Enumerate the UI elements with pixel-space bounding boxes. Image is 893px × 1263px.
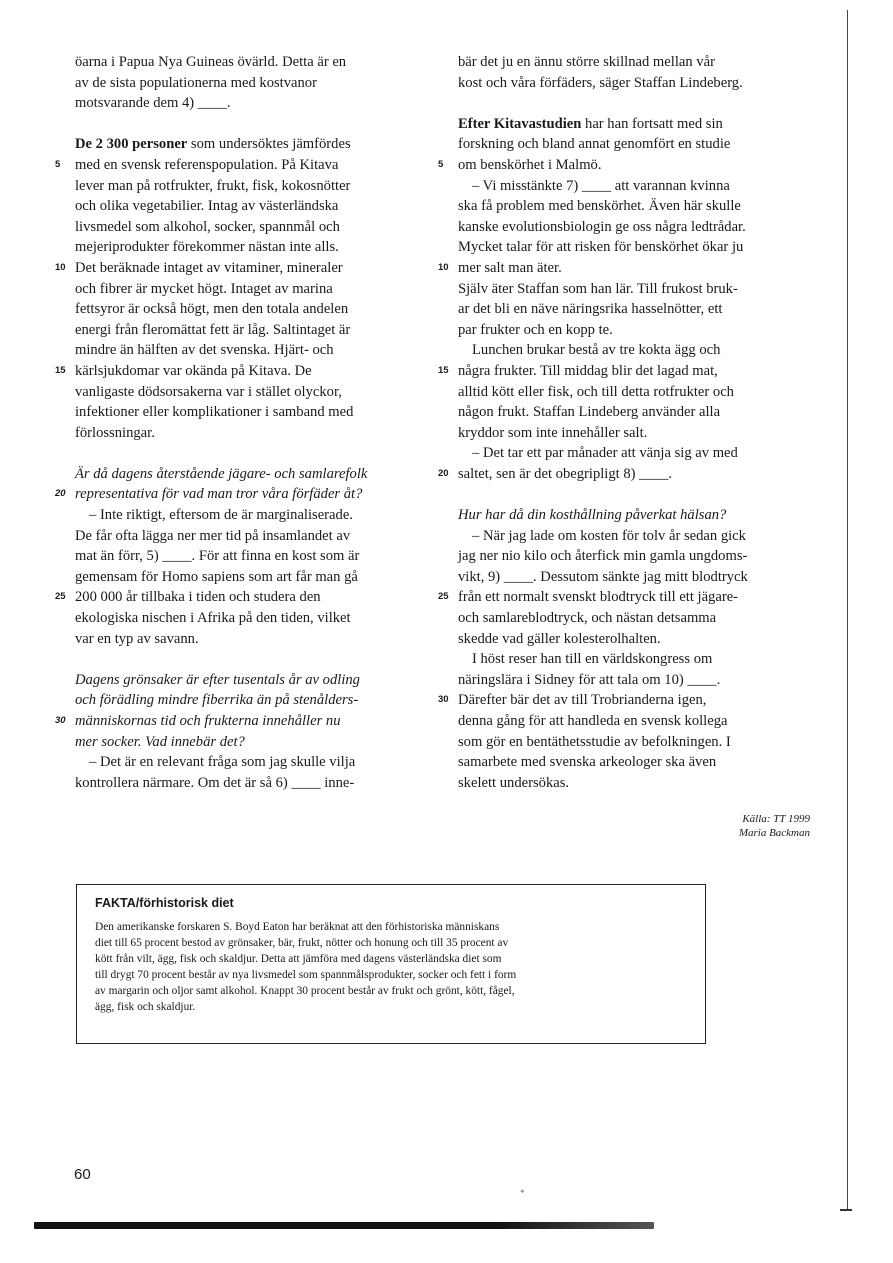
text-line (438, 155, 808, 176)
text-line (438, 464, 808, 485)
line-text: mat än förr, 5) ____. För att finna en kost som är (75, 548, 360, 565)
line-number: 20 (55, 488, 66, 500)
line-text: livsmedel som alkohol, socker, spannmål och (75, 218, 340, 235)
text-line (55, 361, 425, 382)
line-number: 15 (438, 364, 449, 376)
fact-box-body (95, 919, 689, 1015)
text-line (458, 134, 808, 155)
text-line (75, 752, 425, 773)
author-line: Maria Backman (738, 827, 810, 839)
line-text: samarbete med svenska arkeologer ska även (458, 754, 717, 771)
line-text: lever man på rotfrukter, frukt, fisk, kokosnötter (75, 177, 351, 194)
text-line (75, 608, 425, 629)
line-text: kost och våra förfäders, säger Staffan Lindeberg. (458, 74, 743, 91)
fact-line: diet till 65 procent bestod av grönsaker, bär, frukt, nötter och honung och till 35 procent av (95, 937, 509, 949)
text-line (75, 73, 425, 94)
line-number: 5 (55, 158, 61, 170)
line-text: forskning och bland annat genomfört en studie (458, 136, 731, 153)
text-line (458, 629, 808, 650)
text-line (75, 732, 425, 753)
bold-lead: Efter Kitavastudien (458, 115, 582, 132)
line-text: öarna i Papua Nya Guineas övärld. Detta är en (75, 54, 347, 70)
text-line (75, 176, 425, 197)
line-text: – Vi misstänkte 7) ____ att varannan kvinna (472, 177, 730, 194)
line-text: – När jag lade om kosten för tolv år sedan gick (472, 527, 746, 544)
paragraph-gap (458, 484, 808, 505)
text-line (458, 196, 808, 217)
line-text: representativa för vad man tror våra förfäder åt? (75, 486, 363, 503)
text-line (75, 505, 425, 526)
line-text: vikt, 9) ____. Dessutom sänkte jag mitt blodtryck (458, 568, 748, 585)
line-text: vanligaste dödsorsakerna var i stället olyckor, (75, 383, 342, 400)
text-line (458, 752, 808, 773)
text-line (458, 340, 808, 361)
line-text: – Det tar ett par månader att vänja sig av med (472, 445, 738, 462)
line-text: saltet, sen är det obegripligt 8) ____. (458, 465, 672, 482)
paragraph-gap (75, 443, 425, 464)
text-line (438, 361, 808, 382)
text-line (458, 649, 808, 670)
line-text: skelett undersökas. (458, 774, 570, 791)
text-line (55, 484, 425, 505)
text-line (438, 587, 808, 608)
text-line (75, 382, 425, 403)
text-line (438, 258, 808, 279)
line-text: och förädling mindre fiberrika än på stenålders- (75, 692, 359, 709)
text-line (75, 93, 425, 114)
fact-box-title: FAKTA/förhistorisk diet (95, 896, 234, 910)
text-line (75, 690, 425, 711)
line-text: denna gång för att handleda en svensk kollega (458, 713, 728, 729)
text-line (75, 217, 425, 238)
text-line (458, 299, 808, 320)
line-text: Därefter bär det av till Trobrianderna igen, (458, 692, 707, 709)
text-line (458, 402, 808, 423)
line-text: fettsyror är också högt, men den totala andelen (75, 301, 349, 318)
line-text: ekologiska nischen i Afrika på den tiden, vilket (75, 610, 351, 627)
margin-tick (840, 1209, 852, 1211)
text-line (55, 587, 425, 608)
line-text: kanske evolutionsbiologin ge oss några ledtrådar. (458, 218, 746, 235)
text-line (55, 711, 425, 732)
line-text: De får ofta lägga ner mer tid på insamlandet av (75, 527, 351, 544)
text-line (458, 279, 808, 300)
line-number: 10 (55, 261, 66, 273)
text-line (75, 629, 425, 650)
text-line (75, 299, 425, 320)
text-line (458, 114, 808, 135)
line-text: infektioner eller komplikationer i samband med (75, 404, 354, 421)
text-line (458, 732, 808, 753)
line-text: mindre än hälften av det svenska. Hjärt- och (75, 342, 334, 359)
line-text: Det beräknade intaget av vitaminer, mineraler (75, 259, 343, 276)
line-text: I höst reser han till en världskongress om (472, 651, 713, 668)
right-column (438, 52, 808, 793)
line-text: ska få problem med benskörhet. Även här skulle (458, 198, 741, 215)
line-text: av de sista populationerna med kostvanor (75, 74, 317, 91)
line-text: har han fortsatt med sin (581, 115, 723, 132)
line-text: mer socker. Vad innebär det? (75, 733, 245, 750)
paragraph-gap (75, 114, 425, 135)
text-line (75, 320, 425, 341)
text-line (458, 423, 808, 444)
text-line (75, 402, 425, 423)
text-line (458, 237, 808, 258)
text-line (458, 217, 808, 238)
line-text: jag ner nio kilo och återfick min gamla ungdoms- (458, 548, 748, 565)
fact-line: av margarin och oljor samt alkohol. Knappt 30 procent består av frukt och grönt, kött, fågel, (95, 985, 515, 997)
text-line (75, 526, 425, 547)
line-text: Lunchen brukar bestå av tre kokta ägg och (472, 342, 721, 359)
line-text: Är då dagens återstående jägare- och samlarefolk (75, 465, 368, 482)
text-line (55, 258, 425, 279)
source-line: Källa: TT 1999 (742, 813, 810, 825)
line-text: några frukter. Till middag blir det lagad mat, (458, 362, 718, 379)
text-line (438, 690, 808, 711)
line-text: och fibrer är mycket högt. Intaget av marina (75, 280, 333, 297)
fact-line: till drygt 70 procent består av nya livsmedel som spannmålsprodukter, socker och fett i form (95, 969, 517, 981)
text-line (458, 546, 808, 567)
line-text: kryddor som inte innehåller salt. (458, 424, 648, 441)
line-text: från ett normalt svenskt blodtryck till ett jägare- (458, 589, 739, 606)
line-text: 200 000 år tillbaka i tiden och studera den (75, 589, 321, 606)
line-text: och samlareblodtryck, och nästan detsamma (458, 610, 717, 627)
text-line (75, 134, 425, 155)
line-text: människornas tid och frukterna innehåller nu (75, 713, 341, 729)
fact-line: Den amerikanske forskaren S. Boyd Eaton har beräknat att den förhistoriska människans (95, 921, 500, 933)
bottom-rule (34, 1222, 654, 1229)
line-text: alltid kött eller fisk, och till detta rotfrukter och (458, 383, 734, 400)
text-line (458, 505, 808, 526)
text-line (458, 320, 808, 341)
line-text: någon frukt. Staffan Lindeberg använder alla (458, 404, 721, 421)
line-text: motsvarande dem 4) ____. (75, 95, 231, 112)
text-line (458, 443, 808, 464)
paragraph-gap (75, 649, 425, 670)
page-mark: * (520, 1188, 525, 1198)
text-line (75, 196, 425, 217)
text-line (458, 176, 808, 197)
text-line (458, 670, 808, 691)
source-credit (600, 812, 810, 840)
text-line (75, 423, 425, 444)
line-text: – Det är en relevant fråga som jag skulle vilja (89, 754, 356, 771)
line-text: Mycket talar för att risken för benskörhet ökar ju (458, 239, 744, 256)
line-number: 30 (438, 694, 449, 706)
line-text: förlossningar. (75, 424, 155, 441)
line-text: par frukter och en kopp te. (458, 321, 613, 338)
page-number: 60 (74, 1166, 91, 1183)
text-line (75, 567, 425, 588)
line-text: kontrollera närmare. Om det är så 6) ____ inne- (75, 774, 355, 791)
text-line (458, 711, 808, 732)
line-text: gemensam för Homo sapiens som art får man gå (75, 568, 358, 585)
text-line (55, 155, 425, 176)
line-text: Dagens grönsaker är efter tusentals år av odling (75, 671, 360, 688)
line-text: Hur har då din kosthållning påverkat hälsan? (458, 507, 727, 524)
fact-line: ägg, fisk och skaldjur. (95, 1001, 196, 1013)
bold-lead: De 2 300 personer (75, 136, 188, 153)
text-line (458, 773, 808, 794)
left-column (55, 52, 425, 793)
line-text: bär det ju en ännu större skillnad mellan vår (458, 54, 715, 70)
paragraph-gap (458, 93, 808, 114)
line-number: 15 (55, 364, 66, 376)
fact-box (76, 884, 706, 1044)
line-text: energi från fleromättat fett är låg. Saltintaget är (75, 321, 351, 338)
line-number: 10 (438, 261, 449, 273)
text-line (75, 670, 425, 691)
text-line (458, 608, 808, 629)
line-text: med en svensk referenspopulation. På Kitava (75, 156, 339, 173)
text-line (458, 73, 808, 94)
fact-line: kött från vilt, ägg, fisk och skaldjur. Detta att jämföra med dagens västerländska diet som (95, 953, 502, 965)
line-text: skedde vad gäller kolesterolhalten. (458, 630, 661, 647)
line-text: kärlsjukdomar var okända på Kitava. De (75, 362, 312, 379)
line-text: och olika vegetabilier. Intag av västerländska (75, 198, 339, 215)
text-line (458, 526, 808, 547)
line-text: näringslära i Sidney för att tala om 10) ____. (458, 671, 721, 688)
text-line (75, 279, 425, 300)
line-text: ar det bli en näve näringsrika hasselnötter, ett (458, 301, 723, 318)
line-text: om benskörhet i Malmö. (458, 156, 602, 173)
text-line (75, 464, 425, 485)
line-text: mer salt man äter. (458, 259, 562, 276)
text-line (75, 773, 425, 794)
line-number: 25 (55, 591, 66, 603)
line-number: 5 (438, 158, 444, 170)
text-line (75, 340, 425, 361)
text-line (458, 567, 808, 588)
text-line (75, 52, 425, 73)
line-text: som gör en bentäthetsstudie av befolkningen. I (458, 733, 731, 750)
text-line (75, 546, 425, 567)
line-text: som undersöktes jämfördes (187, 136, 351, 153)
text-line (75, 237, 425, 258)
line-number: 20 (438, 467, 449, 479)
line-text: – Inte riktigt, eftersom de är marginaliserade. (89, 507, 353, 524)
text-line (458, 52, 808, 73)
line-text: Själv äter Staffan som han lär. Till frukost bruk- (458, 280, 738, 297)
line-number: 30 (55, 715, 66, 726)
line-text: var en typ av savann. (75, 630, 199, 647)
text-line (458, 382, 808, 403)
margin-line (847, 10, 848, 1210)
line-text: mejeriprodukter förekommer nästan inte alls. (75, 239, 339, 256)
line-number: 25 (438, 591, 449, 603)
